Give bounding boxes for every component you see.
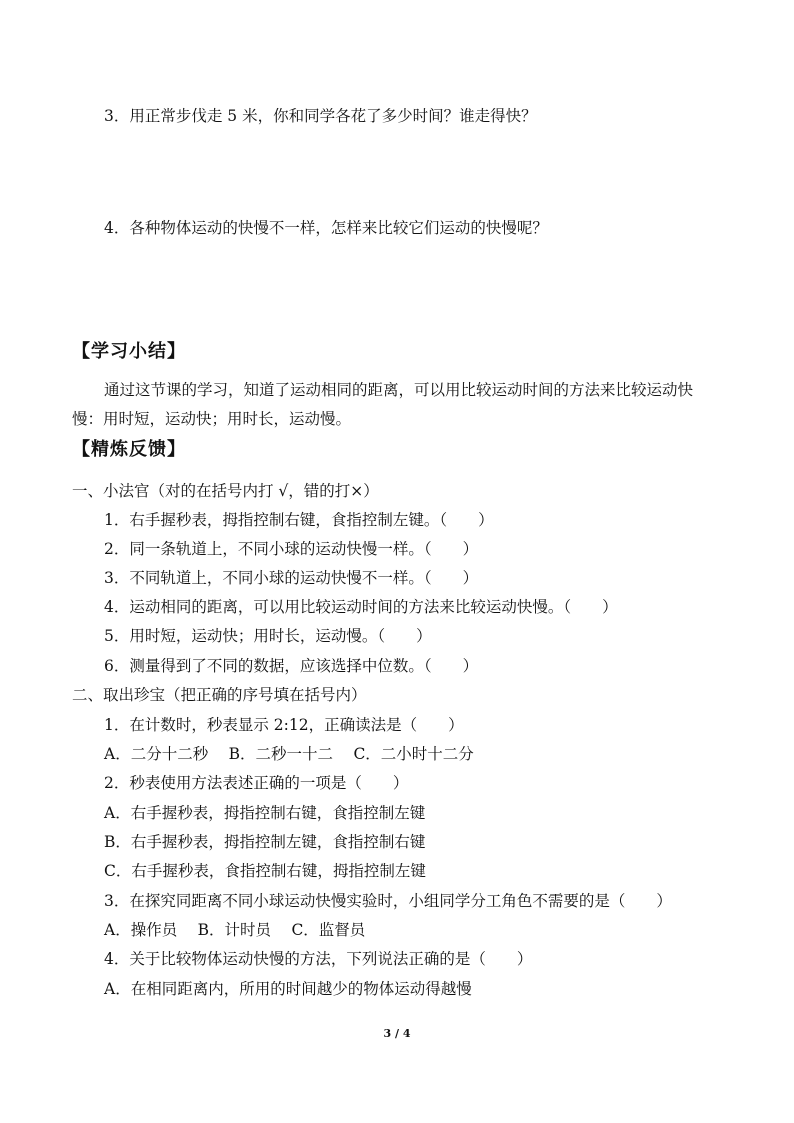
part2-line-6: C．右手握秒表，食指控制右键，拇指控制左键: [104, 862, 426, 880]
part1-item-2: 2．同一条轨道上，不同小球的运动快慢一样。（ ）: [104, 540, 479, 558]
part2-line-7: 3．在探究同距离不同小球运动快慢实验时，小组同学分工角色不需要的是（ ）: [104, 892, 672, 910]
part1-item-5: 5．用时短，运动快；用时长，运动慢。（ ）: [104, 627, 432, 645]
part2-line-8: A．操作员 B．计时员 C．监督员: [104, 921, 366, 939]
part2-title: 二、取出珍宝（把正确的序号填在括号内）: [72, 686, 367, 704]
part2-line-3: 2．秒表使用方法表述正确的一项是（ ）: [104, 774, 409, 792]
part2-line-1: 1．在计数时，秒表显示 2:12，正确读法是（ ）: [104, 716, 464, 734]
summary-text-line-2: 慢：用时短，运动快；用时长，运动慢。: [72, 410, 352, 428]
part2-line-5: B．右手握秒表，拇指控制左键，食指控制右键: [104, 833, 426, 851]
question-3: 3．用正常步伐走 5 米，你和同学各花了多少时间？谁走得快？: [104, 107, 537, 125]
part2-line-2: A．二分十二秒 B．二秒一十二 C．二小时十二分: [104, 745, 474, 763]
part1-item-4: 4．运动相同的距离，可以用比较运动时间的方法来比较运动快慢。（ ）: [104, 598, 618, 616]
summary-text-line-1: 通过这节课的学习，知道了运动相同的距离，可以用比较运动时间的方法来比较运动快: [104, 381, 694, 399]
exercise-heading: 【精炼反馈】: [72, 439, 186, 460]
part2-line-10: A．在相同距离内，所用的时间越少的物体运动得越慢: [104, 980, 472, 998]
summary-heading: 【学习小结】: [72, 341, 186, 362]
part1-title: 一、小法官（对的在括号内打 √，错的打×）: [72, 482, 379, 500]
part2-line-4: A．右手握秒表，拇指控制右键，食指控制左键: [104, 804, 426, 822]
part2-line-9: 4．关于比较物体运动快慢的方法，下列说法正确的是（ ）: [104, 950, 533, 968]
question-4: 4．各种物体运动的快慢不一样，怎样来比较它们运动的快慢呢？: [104, 219, 548, 237]
page-number: 3 / 4: [383, 1027, 411, 1040]
part1-item-1: 1．右手握秒表，拇指控制右键，食指控制左键。（ ）: [104, 511, 494, 529]
part1-item-6: 6．测量得到了不同的数据，应该选择中位数。（ ）: [104, 657, 479, 675]
part1-item-3: 3．不同轨道上，不同小球的运动快慢不一样。（ ）: [104, 569, 479, 587]
